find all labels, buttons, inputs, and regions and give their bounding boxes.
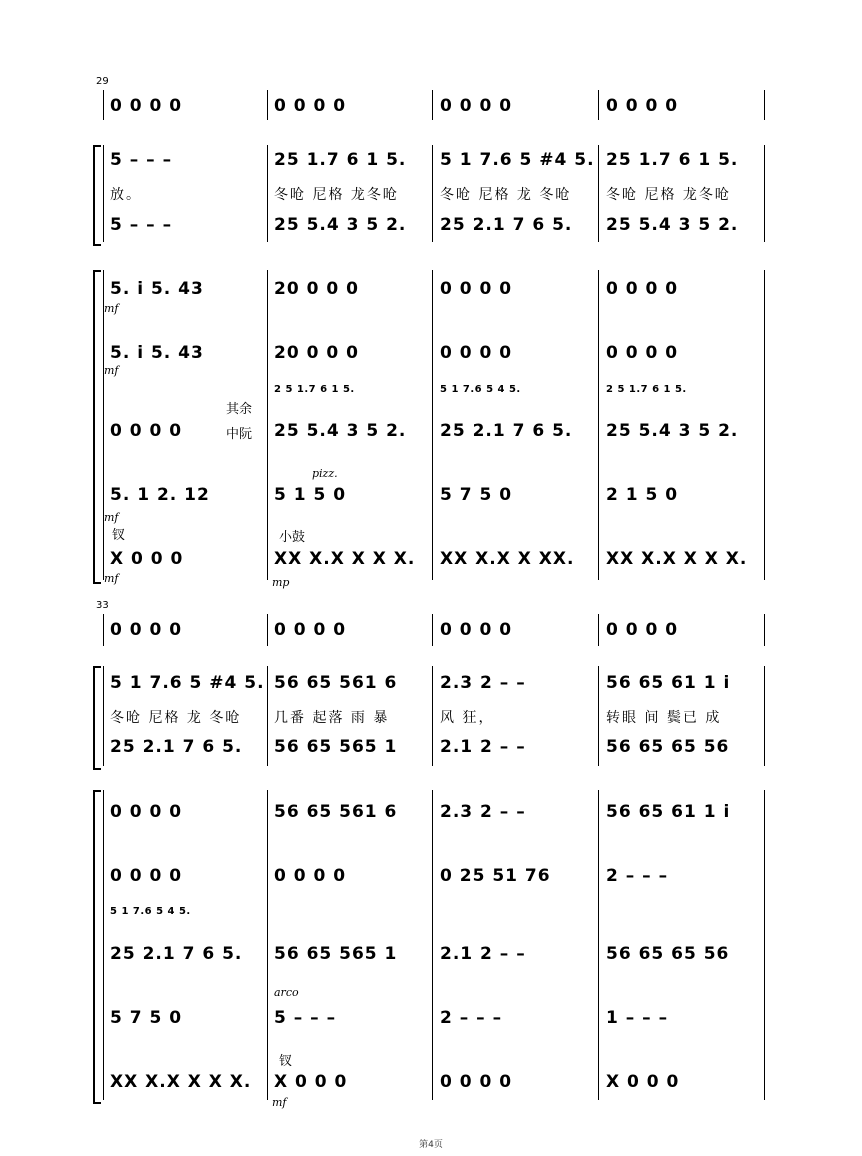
s1-r8-m4: XX X.X X X X. (606, 549, 748, 569)
s2-r7-m3: 2 – – – (440, 1008, 503, 1028)
s2-r8-m3: 0 0 0 0 (440, 1072, 513, 1092)
s2-r3-m2: 56 65 565 1 (274, 737, 398, 757)
s2-r5-m2: 0 0 0 0 (274, 866, 347, 886)
s2-lyric-m4: 转眼 间 鬓已 成 (606, 710, 722, 726)
s1-r2-m3: 5 1 7.6 5 #4 5. (440, 150, 595, 170)
measure-number: 33 (96, 600, 109, 611)
dynamic-mf: mf (272, 1096, 287, 1109)
s2-r7-m1: 5 7 5 0 (110, 1008, 183, 1028)
s1-r1-m2: 0 0 0 0 (274, 96, 347, 116)
s2-r7-m2: 5 – – – (274, 1008, 337, 1028)
s1-r5-m2: 20 0 0 0 (274, 343, 359, 363)
s1-r5-m3: 0 0 0 0 (440, 343, 513, 363)
measure-number: 29 (96, 76, 109, 87)
s2-r7-m4: 1 – – – (606, 1008, 669, 1028)
s1-r7-m3: 5 7 5 0 (440, 485, 513, 505)
s1-r5-m4: 0 0 0 0 (606, 343, 679, 363)
s2-r2-m3: 2.3 2 – – (440, 673, 526, 693)
s2-r4-m4: 56 65 61 1 i (606, 802, 731, 822)
s2-r4-m1: 0 0 0 0 (110, 802, 183, 822)
dynamic-mf: mf (104, 511, 119, 524)
s1-r4-m1: 5. i 5. 43 (110, 279, 204, 299)
s1-r7-m2: 5 1 5 0 (274, 485, 347, 505)
s2-r8-m4: X 0 0 0 (606, 1072, 680, 1092)
s1-r8-m1: X 0 0 0 (110, 549, 184, 569)
s2-r6-m4: 56 65 65 56 (606, 944, 730, 964)
dynamic-mp: mp (272, 576, 290, 589)
s2-r1-m4: 0 0 0 0 (606, 620, 679, 640)
s1-r7-m1: 5. 1 2. 12 (110, 485, 210, 505)
s1-r6s-m4: 2 5 1.7 6 1 5. (606, 384, 687, 395)
s2-lyric-m2: 几番 起落 雨 暴 (274, 710, 390, 726)
s2-r2-m1: 5 1 7.6 5 #4 5. (110, 673, 265, 693)
s1-r3-m3: 25 2.1 7 6 5. (440, 215, 573, 235)
dynamic-mf: mf (104, 364, 119, 377)
label-zhongruan: 中阮 (226, 427, 253, 442)
page-footer: 第4页 (419, 1140, 443, 1150)
s2-r1-m3: 0 0 0 0 (440, 620, 513, 640)
s2-r6s-m1: 5 1 7.6 5 4 5. (110, 906, 191, 917)
s2-r2-m2: 56 65 561 6 (274, 673, 398, 693)
label-qiyu: 其余 (226, 402, 253, 417)
s1-lyric-m1: 放。 (110, 187, 142, 203)
s2-r5-m4: 2 – – – (606, 866, 669, 886)
s1-r3-m2: 25 5.4 3 5 2. (274, 215, 407, 235)
s1-r4-m4: 0 0 0 0 (606, 279, 679, 299)
s2-lyric-m3: 风 狂， (440, 710, 495, 726)
s2-r2-m4: 56 65 61 1 i (606, 673, 731, 693)
s1-r6s-m3: 5 1 7.6 5 4 5. (440, 384, 521, 395)
s1-r8-m2: XX X.X X X X. (274, 549, 416, 569)
s2-r3-m4: 56 65 65 56 (606, 737, 730, 757)
s2-r6-m1: 25 2.1 7 6 5. (110, 944, 243, 964)
s1-r6s-m2: 2 5 1.7 6 1 5. (274, 384, 355, 395)
label-xiaogu: 小鼓 (279, 530, 306, 545)
label-cha: 钗 (112, 528, 126, 543)
s2-r3-m3: 2.1 2 – – (440, 737, 526, 757)
s1-lyric-m2: 冬呛 尼格 龙冬呛 (274, 187, 399, 203)
arco-mark: arco (274, 986, 299, 999)
s2-r1-m1: 0 0 0 0 (110, 620, 183, 640)
s1-r6-m4: 25 5.4 3 5 2. (606, 421, 739, 441)
s1-r7-m4: 2 1 5 0 (606, 485, 679, 505)
s1-r6-m3: 25 2.1 7 6 5. (440, 421, 573, 441)
s2-r8-m2: X 0 0 0 (274, 1072, 348, 1092)
s2-r5-m3: 0 25 51 76 (440, 866, 551, 886)
s1-r4-m3: 0 0 0 0 (440, 279, 513, 299)
s2-r4-m2: 56 65 561 6 (274, 802, 398, 822)
s1-r6-m1: 0 0 0 0 (110, 421, 183, 441)
s1-r8-m3: XX X.X X XX. (440, 549, 575, 569)
s2-r6-m2: 56 65 565 1 (274, 944, 398, 964)
s2-r3-m1: 25 2.1 7 6 5. (110, 737, 243, 757)
label-cha: 钗 (279, 1054, 293, 1069)
s1-r2-m2: 25 1.7 6 1 5. (274, 150, 407, 170)
s1-r6-m2: 25 5.4 3 5 2. (274, 421, 407, 441)
s1-r4-m2: 20 0 0 0 (274, 279, 359, 299)
s2-r8-m1: XX X.X X X X. (110, 1072, 252, 1092)
s1-r2-m4: 25 1.7 6 1 5. (606, 150, 739, 170)
s1-r2-m1: 5 – – – (110, 150, 173, 170)
s2-r1-m2: 0 0 0 0 (274, 620, 347, 640)
s1-r3-m4: 25 5.4 3 5 2. (606, 215, 739, 235)
s1-r1-m4: 0 0 0 0 (606, 96, 679, 116)
s1-lyric-m3: 冬呛 尼格 龙 冬呛 (440, 187, 572, 203)
dynamic-mf: mf (104, 302, 119, 315)
s2-r4-m3: 2.3 2 – – (440, 802, 526, 822)
s1-r3-m1: 5 – – – (110, 215, 173, 235)
s1-r1-m3: 0 0 0 0 (440, 96, 513, 116)
s2-lyric-m1: 冬呛 尼格 龙 冬呛 (110, 710, 242, 726)
pizz-mark: pizz. (312, 467, 338, 480)
s2-r6-m3: 2.1 2 – – (440, 944, 526, 964)
s1-lyric-m4: 冬呛 尼格 龙冬呛 (606, 187, 731, 203)
dynamic-mf: mf (104, 572, 119, 585)
s1-r1-m1: 0 0 0 0 (110, 96, 183, 116)
s2-r5-m1: 0 0 0 0 (110, 866, 183, 886)
s1-r5-m1: 5. i 5. 43 (110, 343, 204, 363)
